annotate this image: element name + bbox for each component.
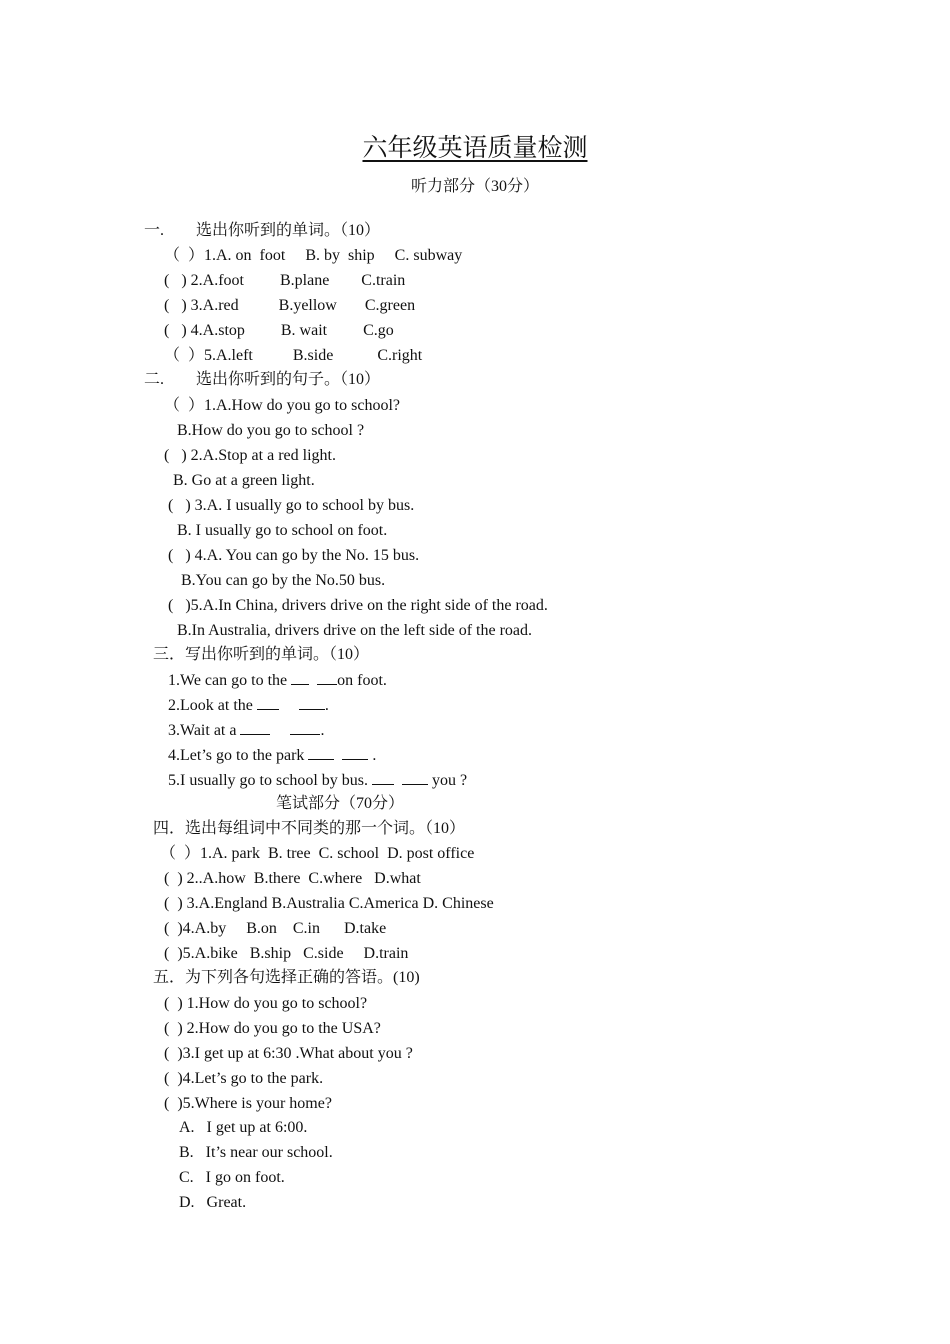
s4-question-4: ( )4.A.by B.on C.in D.take bbox=[164, 920, 387, 937]
s5-option-d: D. Great. bbox=[179, 1194, 247, 1211]
s5-option-c: C. I go on foot. bbox=[179, 1169, 285, 1186]
answer-blank[interactable] bbox=[299, 695, 325, 710]
s2-question-3a: ( ) 3.A. I usually go to school by bus. bbox=[168, 497, 415, 514]
writing-header: 笔试部分（70分） bbox=[275, 795, 404, 812]
section3-heading: 三．写出你听到的单词。（10） bbox=[153, 646, 370, 663]
s2-question-1b: B.How do you go to school ? bbox=[177, 422, 365, 439]
section4-heading: 四．选出每组词中不同类的那一个词。（10） bbox=[153, 820, 466, 837]
s5-option-a: A. I get up at 6:00. bbox=[179, 1119, 308, 1136]
s1-question-2: ( ) 2.A.foot B.plane C.train bbox=[164, 272, 406, 289]
section2-heading: 二. 选出你听到的句子。（10） bbox=[144, 371, 381, 388]
s3-question-1: 1.We can go to the on foot. bbox=[168, 672, 387, 689]
s2-question-1a: （ ）1.A.How do you go to school? bbox=[164, 397, 400, 414]
answer-blank[interactable] bbox=[402, 770, 428, 785]
s1-question-1: （ ）1.A. on foot B. by ship C. subway bbox=[164, 247, 463, 264]
s1-question-3: ( ) 3.A.red B.yellow C.green bbox=[164, 297, 416, 314]
s2-question-3b: B. I usually go to school on foot. bbox=[177, 522, 388, 539]
s3-question-3: 3.Wait at a . bbox=[168, 722, 325, 739]
s5-question-2: ( ) 2.How do you go to the USA? bbox=[164, 1020, 381, 1037]
s1-question-5: （ ）5.A.left B.side C.right bbox=[164, 347, 423, 364]
s1-question-4: ( ) 4.A.stop B. wait C.go bbox=[164, 322, 394, 339]
answer-blank[interactable] bbox=[372, 770, 394, 785]
answer-blank[interactable] bbox=[291, 670, 309, 685]
s2-question-2a: ( ) 2.A.Stop at a red light. bbox=[164, 447, 336, 464]
s2-question-2b: B. Go at a green light. bbox=[173, 472, 315, 489]
section1-heading: 一. 选出你听到的单词。（10） bbox=[144, 222, 381, 239]
answer-blank[interactable] bbox=[257, 695, 279, 710]
s2-question-4b: B.You can go by the No.50 bus. bbox=[181, 572, 386, 589]
listening-header: 听力部分（30分） bbox=[410, 178, 539, 195]
page-title: 六年级英语质量检测 bbox=[362, 135, 588, 162]
s3-question-4: 4.Let’s go to the park . bbox=[168, 747, 377, 764]
s2-question-4a: ( ) 4.A. You can go by the No. 15 bus. bbox=[168, 547, 420, 564]
s5-question-5: ( )5.Where is your home? bbox=[164, 1095, 332, 1112]
s5-question-4: ( )4.Let’s go to the park. bbox=[164, 1070, 324, 1087]
s2-question-5a: ( )5.A.In China, drivers drive on the right side of the road. bbox=[168, 597, 548, 614]
s3-question-2: 2.Look at the . bbox=[168, 697, 329, 714]
answer-blank[interactable] bbox=[240, 720, 270, 735]
s2-question-5b: B.In Australia, drivers drive on the left side of the road. bbox=[177, 622, 533, 639]
s5-question-1: ( ) 1.How do you go to school? bbox=[164, 995, 368, 1012]
answer-blank[interactable] bbox=[317, 670, 337, 685]
answer-blank[interactable] bbox=[342, 745, 368, 760]
answer-blank[interactable] bbox=[290, 720, 320, 735]
s4-question-2: ( ) 2..A.how B.there C.where D.what bbox=[164, 870, 421, 887]
s3-question-5: 5.I usually go to school by bus. you ? bbox=[168, 772, 468, 789]
answer-blank[interactable] bbox=[308, 745, 334, 760]
s4-question-3: ( ) 3.A.England B.Australia C.America D. Chinese bbox=[164, 895, 494, 912]
s4-question-5: ( )5.A.bike B.ship C.side D.train bbox=[164, 945, 409, 962]
s4-question-1: （ ）1.A. park B. tree C. school D. post office bbox=[160, 845, 475, 862]
s5-option-b: B. It’s near our school. bbox=[179, 1144, 333, 1161]
s5-question-3: ( )3.I get up at 6:30 .What about you ? bbox=[164, 1045, 413, 1062]
section5-heading: 五．为下列各句选择正确的答语。(10) bbox=[153, 969, 420, 986]
